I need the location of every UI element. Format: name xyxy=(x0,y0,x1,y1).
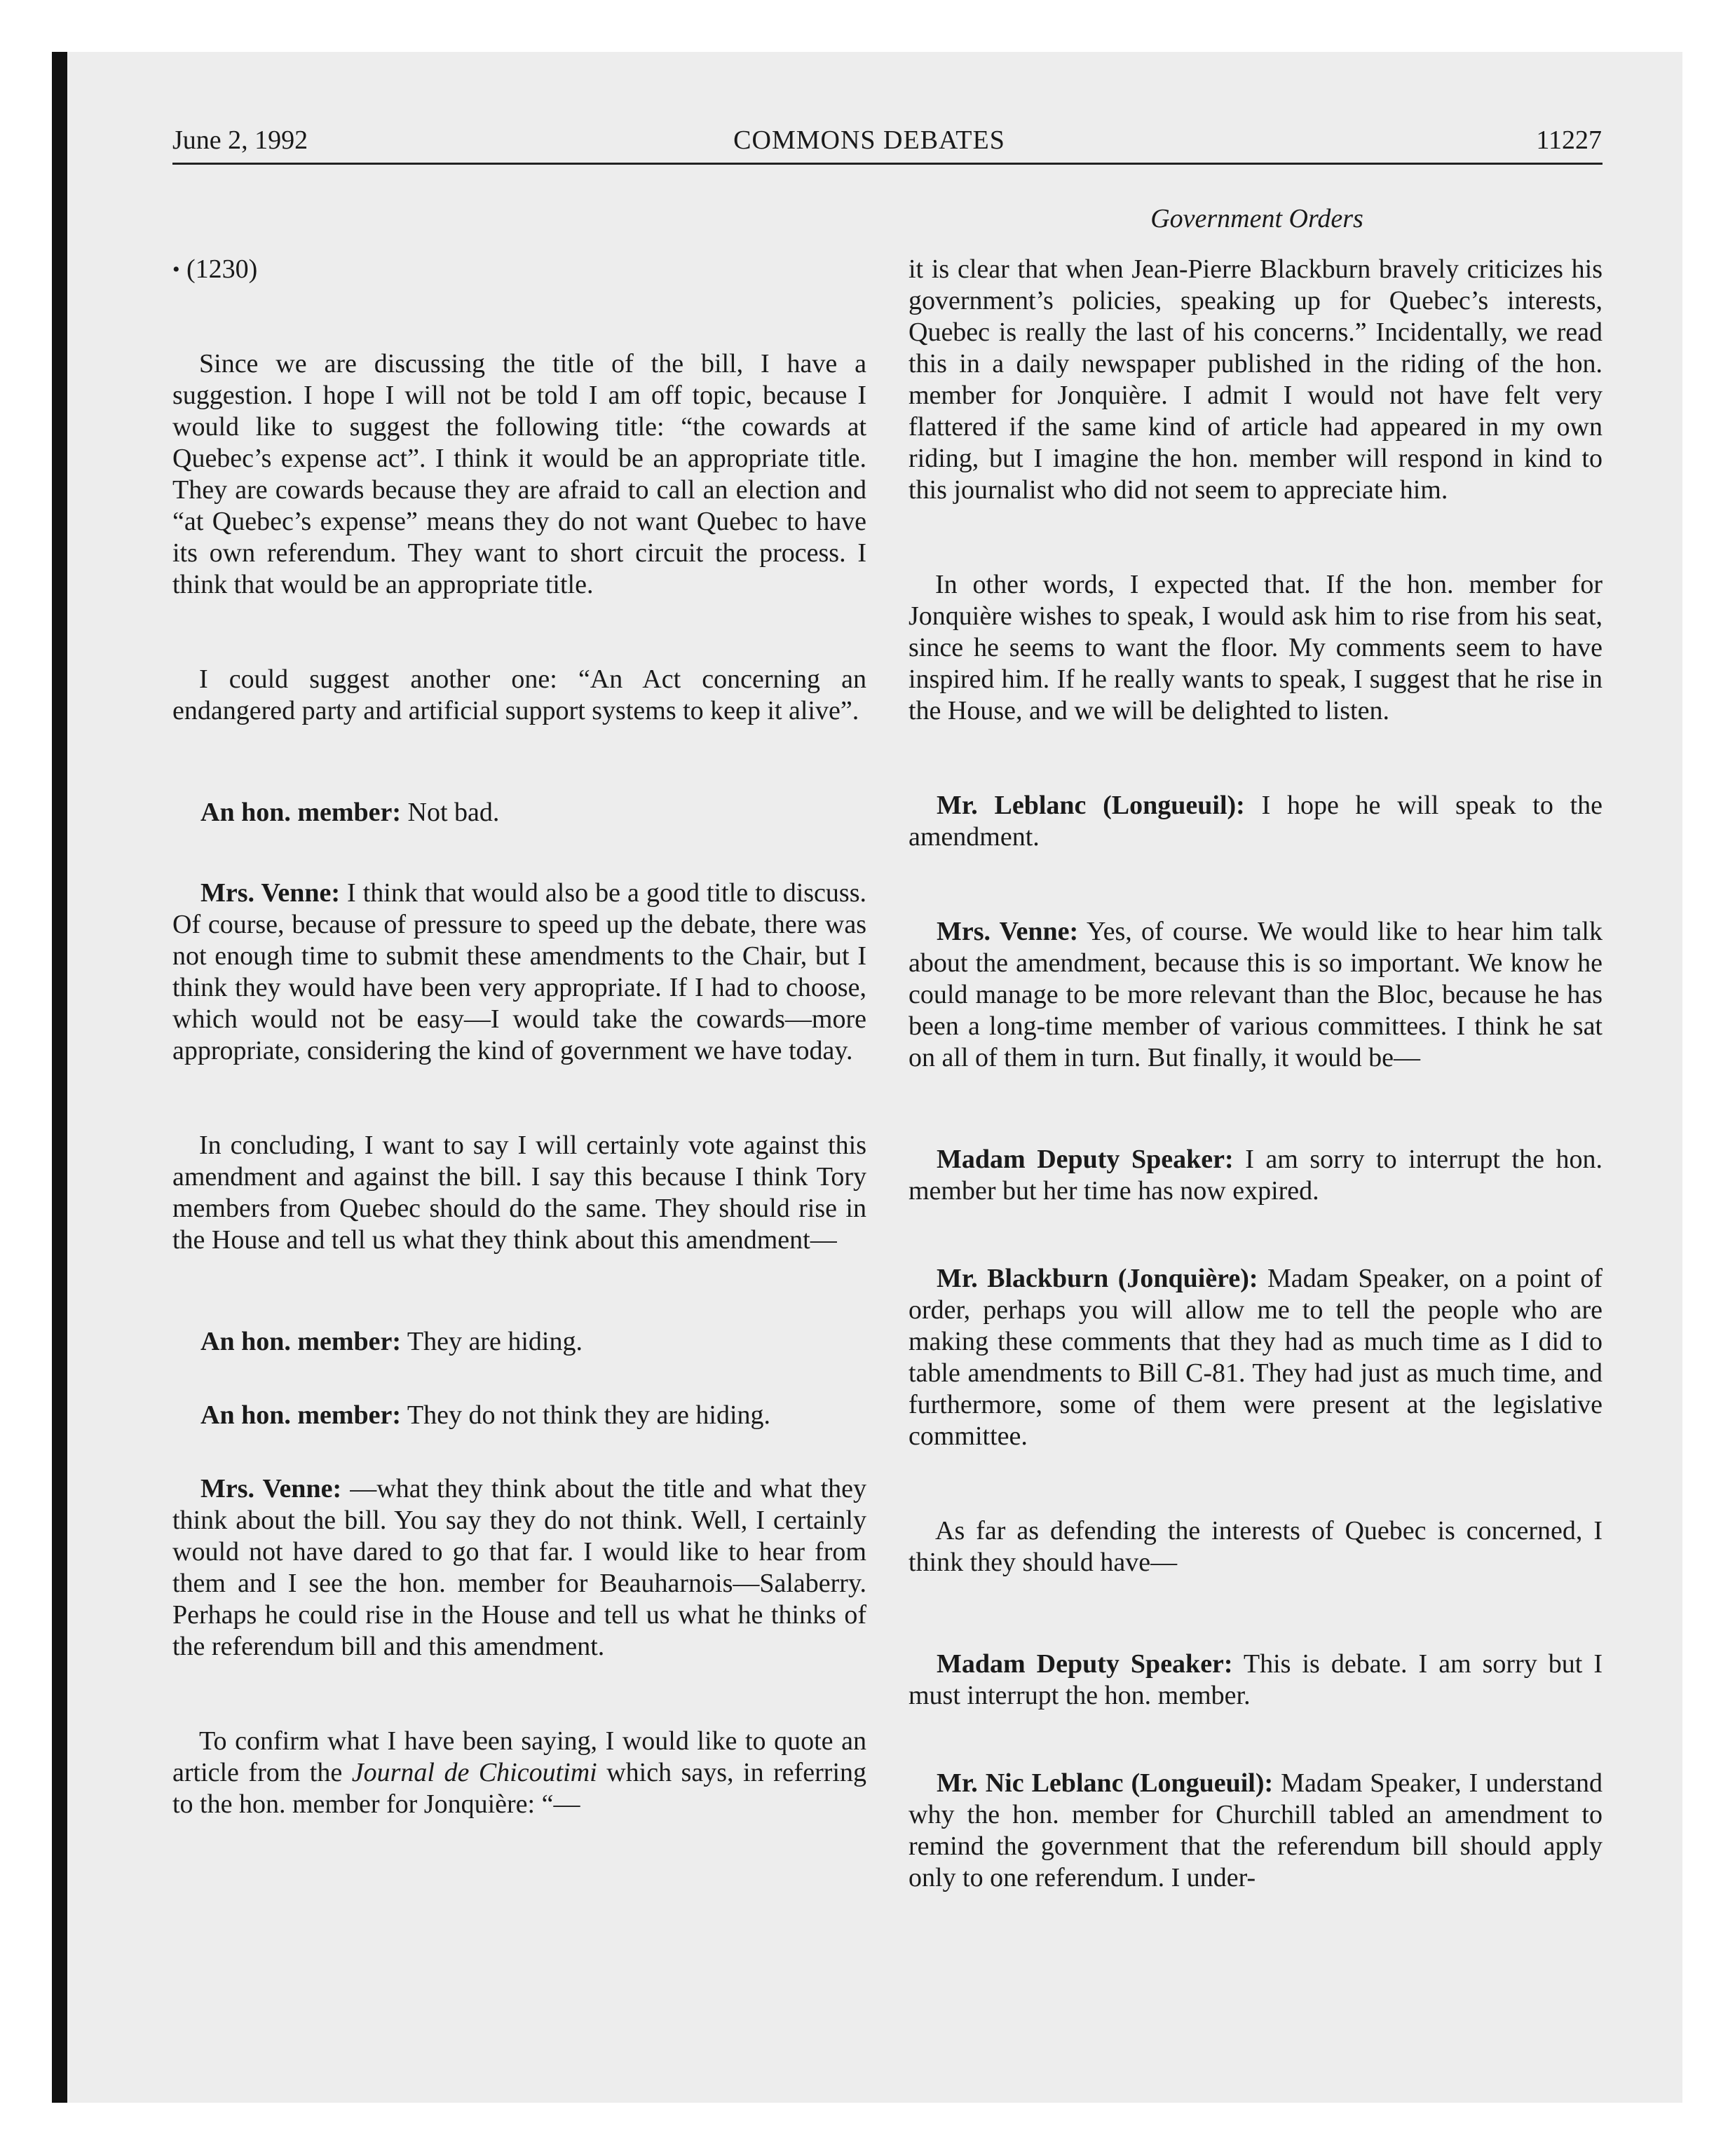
timestamp-text: (1230) xyxy=(186,254,258,284)
paragraph: Since we are discussing the title of the bill, I have a suggestion. I hope I will not be told I am off topic, because I would like to suggest the following title: “the cowards at Quebec’s expense act”. I think it would be an appropriate title. They are cowards because they are afraid to call an election and “at Quebec’s expense” means they do not want Quebec to have its own referendum. They want to short circuit the process. I think that would be an appropriate title. xyxy=(172,349,866,599)
speech-text: —what they think about the title and what they think about the bill. You say they do not think. Well, I certainly would not have dared to go that far. I would like to hear from them and I see the hon. member for Beauharnois—Salaberry. Perhaps he could rise in the House and tell us what he thinks of the referendum bill and this amendment. xyxy=(172,1474,866,1661)
binding-edge xyxy=(52,52,67,2103)
speech-text: I hope he will speak to the amendment. xyxy=(909,791,1603,852)
paragraph: In concluding, I want to say I will certainly vote against this amendment and against the bill. I say this because I think Tory members from Quebec should do the same. They should rise in the House and tell us what they think about this amendment— xyxy=(172,1131,866,1255)
speaker-name: An hon. member: xyxy=(200,1400,402,1430)
speech xyxy=(909,916,1603,1074)
speech-text: Not bad. xyxy=(401,798,500,827)
speech xyxy=(172,1473,866,1663)
header-rule xyxy=(172,163,1603,165)
speech xyxy=(172,1326,866,1358)
paragraph: In other words, I expected that. If the hon. member for Jonquière wishes to speak, I would ask him to rise from his seat, since he seems to want the floor. My comments seem to have inspired him. If he really wants to speak, I suggest that he rise in the House, and we will be delighted to listen. xyxy=(909,570,1603,725)
right-column xyxy=(909,254,1603,1894)
speaker-name: Madam Deputy Speaker: xyxy=(937,1145,1234,1174)
text-run: To confirm what I have been saying, I would like to quote an article from the xyxy=(172,1726,866,1787)
speech xyxy=(172,1400,866,1431)
speaker-name: Mrs. Venne: xyxy=(200,878,340,908)
speech-text: They are hiding. xyxy=(401,1327,583,1356)
speaker-name: An hon. member: xyxy=(200,798,402,827)
speech-text: Madam Speaker, on a point of order, perhaps you will allow me to tell the people who are making these comments that they had as much time as I did to table amendments to Bill C-81. They had just as much time, and furthermore, some of them were present at the legislative committee. xyxy=(909,1264,1603,1451)
bullet-icon: • xyxy=(172,258,180,281)
speaker-name: Mr. Leblanc (Longueuil): xyxy=(937,791,1245,820)
speech-text: Madam Speaker, I understand why the hon. member for Churchill tabled an amendment to remind the government that the referendum bill should apply only to one referendum. I under- xyxy=(909,1768,1603,1892)
header-title: COMMONS DEBATES xyxy=(733,125,1005,155)
speaker-name: Mrs. Venne: xyxy=(937,917,1079,946)
speech-text: I think that would also be a good title to discuss. Of course, because of pressure to speed up the debate, there was not enough time to submit these amendments to the Chair, but I think they would have been very appropriate. If I had to choose, which would not be easy—I would take the cowards—more appropriate, considering the kind of government we have today. xyxy=(172,878,866,1065)
paragraph: I could suggest another one: “An Act concerning an endangered party and artificial support systems to keep it alive”. xyxy=(172,664,866,725)
speech xyxy=(909,1144,1603,1207)
header-date: June 2, 1992 xyxy=(172,125,308,155)
speech-text: This is debate. I am sorry but I must interrupt the hon. member. xyxy=(909,1649,1603,1710)
speaker-name: An hon. member: xyxy=(200,1327,402,1356)
speech-text: They do not think they are hiding. xyxy=(401,1400,771,1430)
speaker-name: Mrs. Venne: xyxy=(200,1474,342,1503)
speaker-name: Mr. Nic Leblanc (Longueuil): xyxy=(937,1768,1274,1798)
text-run: which says, in referring to the hon. member for Jonquière: “— xyxy=(172,1758,867,1819)
speech-text: Yes, of course. We would like to hear him talk about the amendment, because this is so important. We know he could manage to be more relevant than the Bloc, because he has been a long-time member of various committees. I think he sat on all of them in turn. But finally, it would be— xyxy=(909,917,1603,1072)
paragraph xyxy=(172,1726,866,1820)
page-number: 11227 xyxy=(1536,125,1602,155)
speech xyxy=(172,797,866,828)
publication-title: Journal de Chicoutimi xyxy=(351,1758,597,1787)
left-column xyxy=(172,254,866,1820)
speaker-name: Madam Deputy Speaker: xyxy=(937,1649,1233,1679)
timestamp xyxy=(172,254,866,285)
speaker-name: Mr. Blackburn (Jonquière): xyxy=(937,1264,1258,1293)
paragraph: As far as defending the interests of Quebec is concerned, I think they should have— xyxy=(909,1516,1603,1577)
speech xyxy=(909,1263,1603,1452)
section-title: Government Orders xyxy=(1150,204,1363,233)
speech xyxy=(909,1649,1603,1712)
speech-text: I am sorry to interrupt the hon. member but her time has now expired. xyxy=(909,1145,1603,1206)
speech xyxy=(172,878,866,1067)
speech xyxy=(909,790,1603,853)
speech xyxy=(909,1768,1603,1894)
paragraph: it is clear that when Jean-Pierre Blackburn bravely criticizes his government’s policies, speaking up for Quebec’s interests, Quebec is really the last of his concerns.” Incidentally, we read this in a daily newspaper published in the riding of the hon. member for Jonquière. I admit I would not have felt very flattered if the same kind of article had appeared in my own riding, but I imagine the hon. member will respond in kind to this journalist who did not seem to appreciate him. xyxy=(909,254,1603,505)
